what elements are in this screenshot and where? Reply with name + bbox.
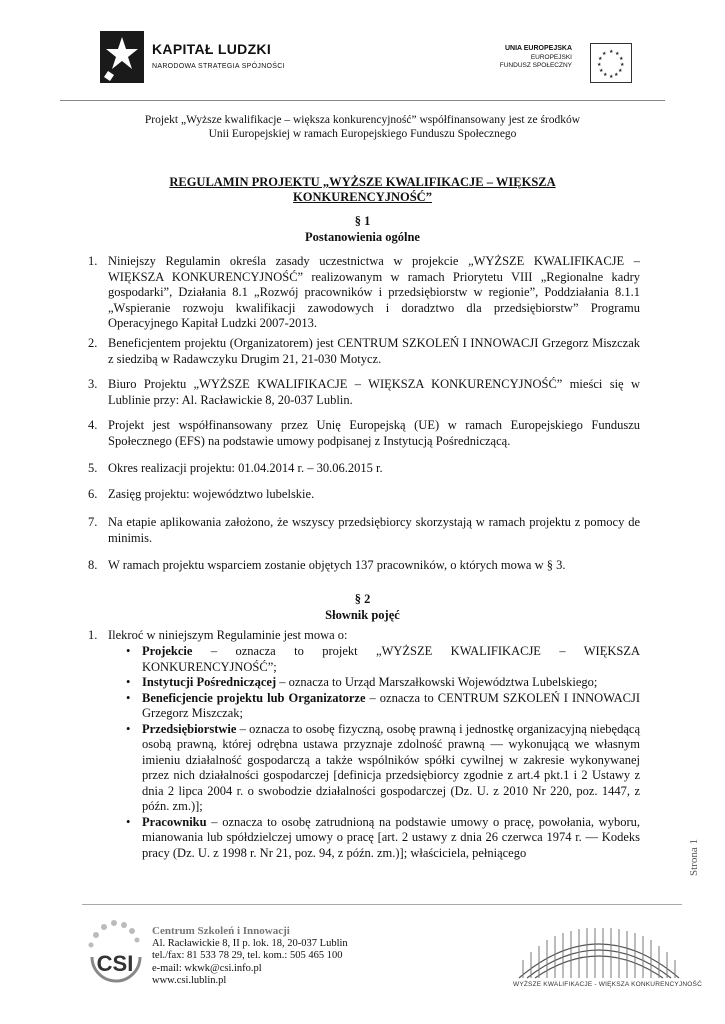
kapital-ludzki-logo [100,31,290,87]
bullet-icon: • [126,675,131,689]
header-divider [60,100,665,101]
kl-title: KAPITAŁ LUDZKI [152,41,272,57]
definition-text: – oznacza to CENTRUM SZKOLEŃ I INNOWACJI Grzegorz Miszczak; [142,690,640,720]
list-item [88,377,640,408]
list-item [88,418,640,449]
item-number: 4. [88,418,98,432]
item-text: Okres realizacji projektu: 01.04.2014 r. – 30.06.2015 r. [108,461,383,475]
section1-item [88,254,640,332]
definition-item [122,644,640,675]
document-title-line1: REGULAMIN PROJEKTU „WYŻSZE KWALIFIKACJE – WIĘKSZA [169,175,556,189]
csi-mark-text: CSI [96,951,134,976]
definition-term: Instytucji Pośredniczącej [142,675,277,689]
item-text: Biuro Projektu „WYŻSZE KWALIFIKACJE – WIĘKSZA KONKURENCYJNOŚĆ” mieści się w Lublinie przy: Al. Racławickie 8, 20-037 Lublin. [108,377,640,407]
section1-item [88,515,640,546]
definition-item [122,722,640,815]
svg-text:★: ★ [609,74,614,80]
section2-heading: Słownik pojęć [325,608,400,622]
section1-header [60,213,665,245]
item-number: 8. [88,558,98,572]
bullet-icon: • [126,814,131,829]
list-item [88,558,640,574]
item-number: 7. [88,515,98,529]
item-number: 5. [88,461,98,475]
section1-item [88,418,640,449]
definition-item [122,815,640,862]
item-number: 3. [88,377,98,391]
section1-number: § 1 [354,214,371,228]
list-item [88,336,640,367]
definition-text: – oznacza to Urząd Marszałkowski Województwa Lubelskiego; [276,675,598,689]
project-note [60,113,665,141]
item-text: Ilekroć w niniejszym Regulaminie jest mowa o: [108,628,348,642]
definition-text: – oznacza to projekt „WYŻSZE KWALIFIKACJE – WIĘKSZA KONKURENCYJNOŚĆ”; [142,644,640,674]
item-text: Projekt jest współfinansowany przez Unię Europejską (UE) w ramach Europejskiego Funduszu Społecznego (EFS) na podstawie umowy podpisanej z Instytucją Pośredniczącą. [108,418,640,448]
definition-term: Projekcie [142,644,193,658]
item-text: Na etapie aplikowania założono, że wszyscy przedsiębiorcy skorzystają w ramach projektu z pomocy de minimis. [108,515,640,545]
eu-line2: EUROPEJSKI [530,53,572,61]
item-number: 1. [88,254,98,268]
kl-subtitle: NARODOWA STRATEGIA SPÓJNOŚCI [152,63,285,70]
section1-heading: Postanowienia ogólne [305,230,420,244]
item-text: W ramach projektu wsparciem zostanie objętych 137 pracowników, o których mowa w § 3. [108,558,566,572]
svg-text:★: ★ [618,68,623,74]
svg-text:★: ★ [619,56,624,62]
list-item [88,254,640,332]
svg-text:★: ★ [602,51,607,57]
footer-divider [82,904,682,905]
definitions-list [122,644,640,861]
list-item [88,515,640,546]
footer-address: Al. Racławickie 8, II p. lok. 18, 20-037 Lublin [152,937,348,949]
item-text: Niniejszy Regulamin określa zasady uczestnictwa w projekcie „WYŻSZE KWALIFIKACJE – WIĘKSZA KONKURENCYJNOŚĆ” realizowanym w ramach Priorytetu VIII „Regionalne kadry gospodarki”, Działania 8.1 „Rozwój pracowników i przedsiębiorstw w regionie”, Poddziałania 8.1.1 „Wspieranie rozwoju kwalifikacji zawodowych i doradztwo dla przedsiębiorstw” Programu Operacyjnego Kapitał Ludzki 2007-2013. [108,254,640,330]
section2-header [60,591,665,623]
svg-text:★: ★ [597,62,602,68]
section2-number: § 2 [354,592,371,606]
document-title [130,175,595,205]
definition-term: Pracowniku [142,814,207,829]
section1-item [88,377,640,408]
footer-www[interactable]: www.csi.lublin.pl [152,975,227,986]
item-text: Zasięg projektu: województwo lubelskie. [108,487,315,501]
definition-item [122,691,640,722]
section1-item [88,558,640,574]
definition-text: – oznacza to osobę fizyczną, osobę prawną i jednostkę organizacyjną niebędącą osobą prawną, której odrębna ustawa przyznaje zdolność prawną — wykonującą we własnym imieniu działalność gospodarczą a także wspólników spółki cywilnej w zakresie wykonywanej przez nich działalności gospodarczej [definicja przedsiębiorcy zgodnie z art.4 pkt.1 i 2 Ustawy z dnia 2 lipca 2004 r. o swobodzie działalności gospodarczej (Dz. U. z 2010 Nr 220, poz. 1447, z późn. zm.)]; [142,721,640,813]
bullet-icon: • [126,644,131,658]
eu-logo [497,43,632,83]
svg-text:★: ★ [614,72,619,78]
footer-email[interactable]: e-mail: wkwk@csi.info.pl [152,962,262,974]
eu-line1: UNIA EUROPEJSKA [504,45,572,52]
csi-logo [84,915,146,987]
list-item [88,628,640,644]
section1-item [88,487,640,503]
bullet-icon: • [126,690,131,705]
svg-text:★: ★ [620,62,625,68]
project-logo [513,920,702,994]
item-number: 6. [88,487,98,501]
svg-text:★: ★ [599,68,604,74]
project-note-line2: Unii Europejskiej w ramach Europejskiego Funduszu Społecznego [208,128,517,140]
svg-text:★: ★ [598,56,603,62]
footer-company: Centrum Szkoleń i Innowacji [152,925,290,937]
project-logo-caption: WYŻSZE KWALIFIKACJE - WIĘKSZA KONKURENCYJNOŚĆ [513,981,702,988]
eu-line3: FUNDUSZ SPOŁECZNY [499,62,572,69]
svg-text:★: ★ [603,72,608,78]
svg-text:★: ★ [609,49,614,55]
definition-text: – oznacza to osobę zatrudnioną na podstawie umowy o pracę, powołania, wyboru, mianowania lub spółdzielczej umowy o pracę [art. 2 ustawy z dnia 26 czerwca 1974 r. — Kodeks pracy (Dz. U. z 1998 r. Nr 21, poz. 94, z późn. zm.)]; właściciela, pełniącego [142,814,640,860]
eu-flag-icon [590,43,632,83]
list-item [88,487,640,503]
section1-item [88,336,640,367]
list-item [88,461,640,477]
footer-contact [152,925,348,988]
star-icon [100,31,144,83]
definition-item [122,675,640,691]
definition-term: Beneficjencie projektu lub Organizatorze [142,690,366,705]
item-number: 1. [88,628,98,642]
definition-term: Przedsiębiorstwie [142,721,237,736]
page-number-text: Strona 1 [688,839,700,876]
section2-intro [88,628,640,644]
document-title-line2: KONKURENCYJNOŚĆ” [293,190,432,204]
project-note-line1: Projekt „Wyższe kwalifikacje – większa konkurencyjność” współfinansowany jest ze środków [144,114,581,126]
section1-item [88,461,640,477]
footer-phone: tel./fax: 81 533 78 29, tel. kom.: 505 465 100 [152,950,343,961]
page-number-label [688,820,702,880]
eu-text [500,45,572,71]
svg-text:★: ★ [615,51,620,57]
bullet-icon: • [126,721,131,736]
item-text: Beneficjentem projektu (Organizatorem) jest CENTRUM SZKOLEŃ I INNOWACJI Grzegorz Miszczak z siedzibą w Radawczyku Drugim 21, 21-030 Motycz. [108,336,640,366]
page-header [0,0,725,102]
item-number: 2. [88,336,98,350]
